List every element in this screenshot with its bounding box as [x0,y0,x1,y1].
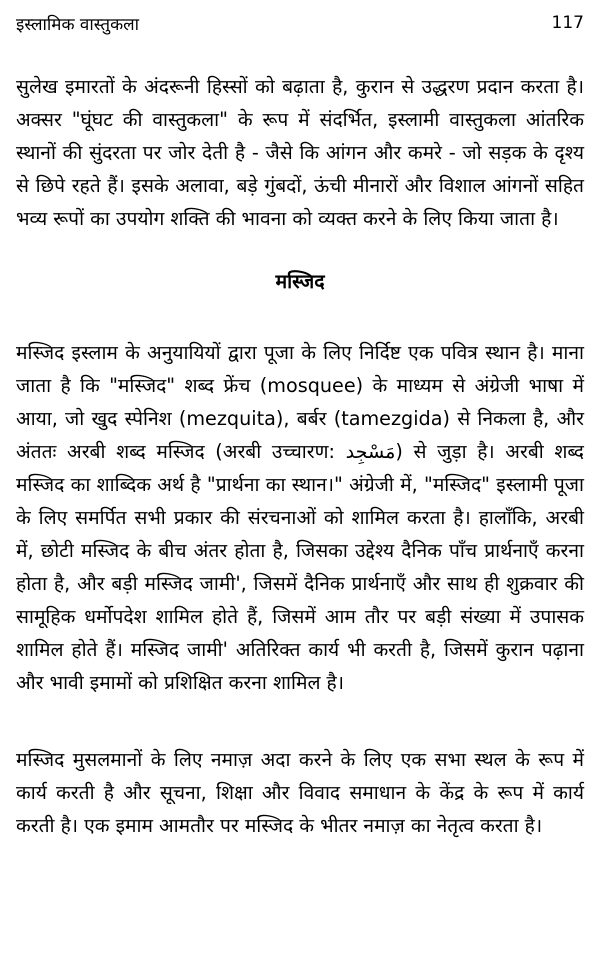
page-number: 117 [551,13,584,33]
spacer [16,298,584,336]
spacer [16,235,584,265]
mosque-paragraph-2: मस्जिद मुसलमानों के लिए नमाज़ अदा करने के लिए एक सभा स्थल के रूप में कार्य करती है और सूचना, शिक्षा और विवाद समाधान के केंद्र के रूप में कार्य करती है। एक इमाम आमतौर पर मस्जिद के भीतर नमाज़ का नेतृत्व करता है। [16,748,584,837]
spacer [16,699,584,743]
running-header [16,10,584,36]
intro-paragraph: सुलेख इमारतों के अंदरूनी हिस्सों को बढ़ाता है, कुरान से उद्धरण प्रदान करता है। अक्सर "घूंघट की वास्तुकला" के रूप में संदर्भित, इस्लामी वास्तुकला आंतरिक स्थानों की सुंदरता पर जोर देती है - जैसे कि आंगन और कमरे - जो सड़क के दृश्य से छिपे रहते हैं। इसके अलावा, बड़े गुंबदों, ऊंची मीनारों और विशाल आंगनों सहित भव्य रूपों का उपयोग शक्ति की भावना को व्यक्त करने के लिए किया जाता है। [16,75,584,230]
section-heading: मस्जिद [275,270,325,293]
mosque-paragraph-1: मस्जिद इस्लाम के अनुयायियों द्वारा पूजा के लिए निर्दिष्ट एक पवित्र स्थान है। माना जाता है कि "मस्जिद" शब्द फ्रेंच (mosquee) के माध्यम से अंग्रेजी भाषा में आया, जो खुद स्पेनिश (mezquita), बर्बर (tamezgida) से निकला है, और अंततः अरबी शब्द मस्जिद (अरबी उच्चारण: مَسْجِد) से जुड़ा है। अरबी शब्द मस्जिद का शाब्दिक अर्थ है "प्रार्थना का स्थान।" अंग्रेजी में, "मस्जिद" इस्लामी पूजा के लिए समर्पित सभी प्रकार की संरचनाओं को शामिल करता है। हालाँकि, अरबी में, छोटी मस्जिद के बीच अंतर होता है, जिसका उद्देश्य दैनिक पाँच प्रार्थनाएँ करना होता है, और बड़ी मस्जिद जामी', जिसमें दैनिक प्रार्थनाएँ और साथ ही शुक्रवार की सामूहिक धर्मोपदेश शामिल होते हैं, जिसमें आम तौर पर बड़ी संख्या में उपासक शामिल होते हैं। मस्जिद जामी' अतिरिक्त कार्य भी करती है, जिसमें कुरान पढ़ाना और भावी इमामों को प्रशिक्षित करना शामिल है। [16,341,584,694]
running-title: इस्लामिक वास्तुकला [16,14,140,35]
page-body [16,70,584,842]
